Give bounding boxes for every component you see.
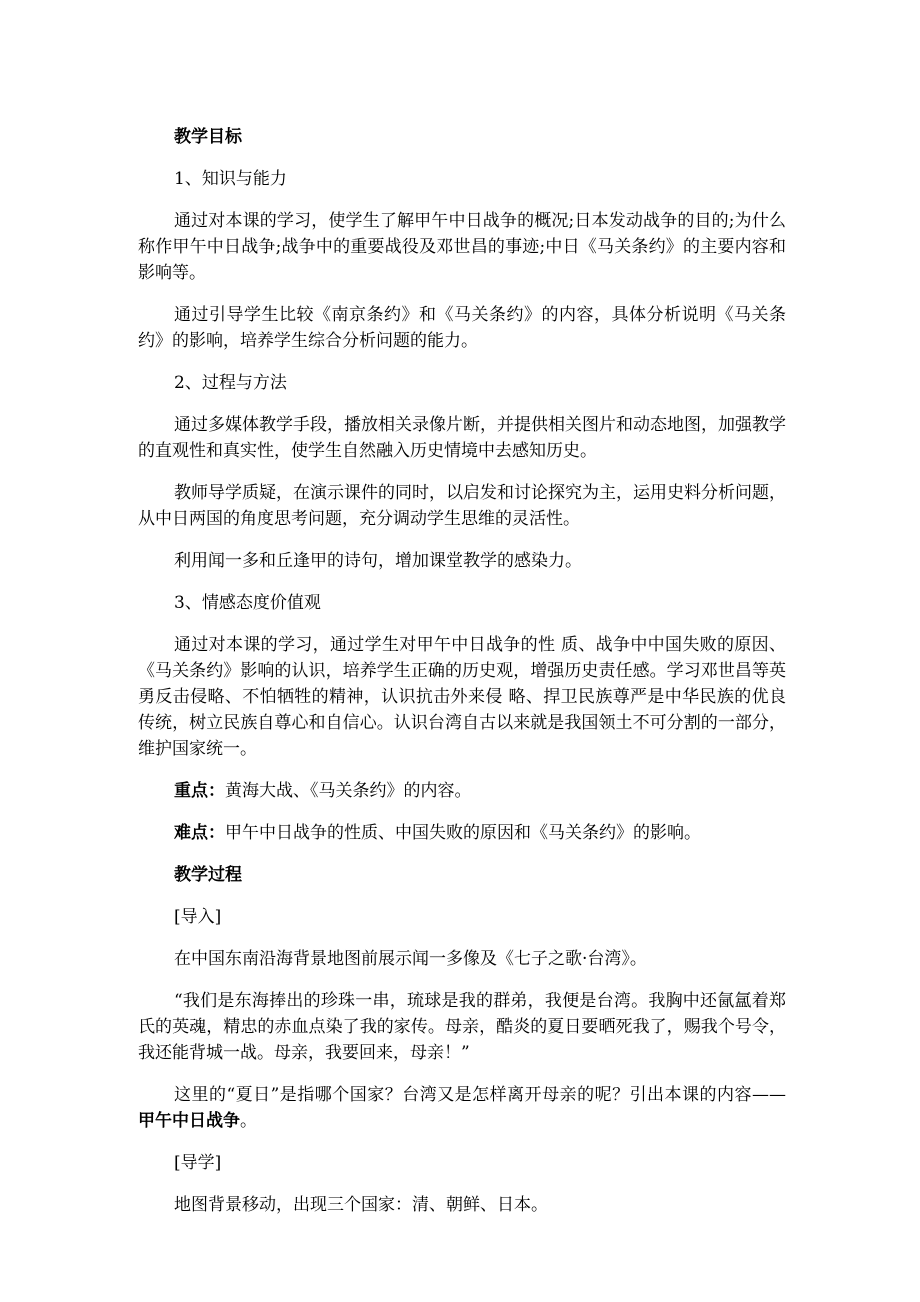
subheading-process-method: 2、过程与方法 <box>174 373 287 393</box>
key-point <box>138 778 786 804</box>
label-intro: [导入] <box>174 907 222 927</box>
difficult-point-label: 难点： <box>174 823 225 843</box>
intro-question-end: 。 <box>240 1111 257 1131</box>
paragraph-intro-quote: “我们是东海捧出的珍珠一串，琉球是我的群弟，我便是台湾。我胸中还氤氲着郑氏的英魂，精忠的赤血点染了我的家传。母亲，酷炎的夏日要晒死我了，赐我个号令，我还能背城一战。母亲，我要回来，母亲！” <box>138 991 786 1063</box>
key-point-text: 黄海大战、《马关条约》的内容。 <box>225 781 472 801</box>
difficult-point-text: 甲午中日战争的性质、中国失败的原因和《马关条约》的影响。 <box>225 823 701 843</box>
paragraph-knowledge-2: 通过引导学生比较《南京条约》和《马关条约》的内容，具体分析说明《马关条约》的影响，培养学生综合分析问题的能力。 <box>138 305 786 351</box>
paragraph-guide-1: 地图背景移动，出现三个国家：清、朝鲜、日本。 <box>174 1195 548 1215</box>
intro-question-bold: 甲午中日战争 <box>138 1111 240 1131</box>
section-title-teaching-goals: 教学目标 <box>174 127 242 147</box>
section-title-teaching-process: 教学过程 <box>174 865 242 885</box>
key-point-label: 重点： <box>174 781 225 801</box>
intro-question-text: 这里的“夏日”是指哪个国家？台湾又是怎样离开母亲的呢？引出本课的内容—— <box>174 1085 786 1105</box>
subheading-knowledge-ability: 1、知识与能力 <box>174 169 287 189</box>
paragraph-process-3: 利用闻一多和丘逢甲的诗句，增加课堂教学的感染力。 <box>174 551 582 571</box>
document-page <box>138 124 786 1234</box>
subheading-emotion-values: 3、情感态度价值观 <box>174 593 321 613</box>
paragraph-process-1: 通过多媒体教学手段，播放相关录像片断，并提供相关图片和动态地图，加强教学的直观性和真实性，使学生自然融入历史情境中去感知历史。 <box>138 415 786 461</box>
paragraph-process-2: 教师导学质疑，在演示课件的同时，以启发和讨论探究为主，运用史料分析问题，从中日两国的角度思考问题，充分调动学生思维的灵活性。 <box>138 483 786 529</box>
label-guide: [导学] <box>174 1153 222 1173</box>
paragraph-knowledge-1: 通过对本课的学习，使学生了解甲午中日战争的概况;日本发动战争的目的;为什么称作甲午中日战争;战争中的重要战役及邓世昌的事迹;中日《马关条约》的主要内容和影响等。 <box>138 211 786 283</box>
paragraph-intro-1: 在中国东南沿海背景地图前展示闻一多像及《七子之歌·台湾》。 <box>174 949 647 969</box>
paragraph-emotion-1: 通过对本课的学习，通过学生对甲午中日战争的性 质、战争中中国失败的原因、《马关条约》影响的认识，培养学生正确的历史观，增强历史责任感。学习邓世昌等英勇反击侵略、不怕牺牲的精神，认识抗击外来侵 略、捍卫民族尊严是中华民族的优良传统，树立民族自尊心和自信心。认识台湾自古以来就是我国领土不可分割的一部分，维护国家统一。 <box>138 635 786 759</box>
paragraph-intro-question <box>138 1082 786 1134</box>
difficult-point <box>138 820 786 846</box>
